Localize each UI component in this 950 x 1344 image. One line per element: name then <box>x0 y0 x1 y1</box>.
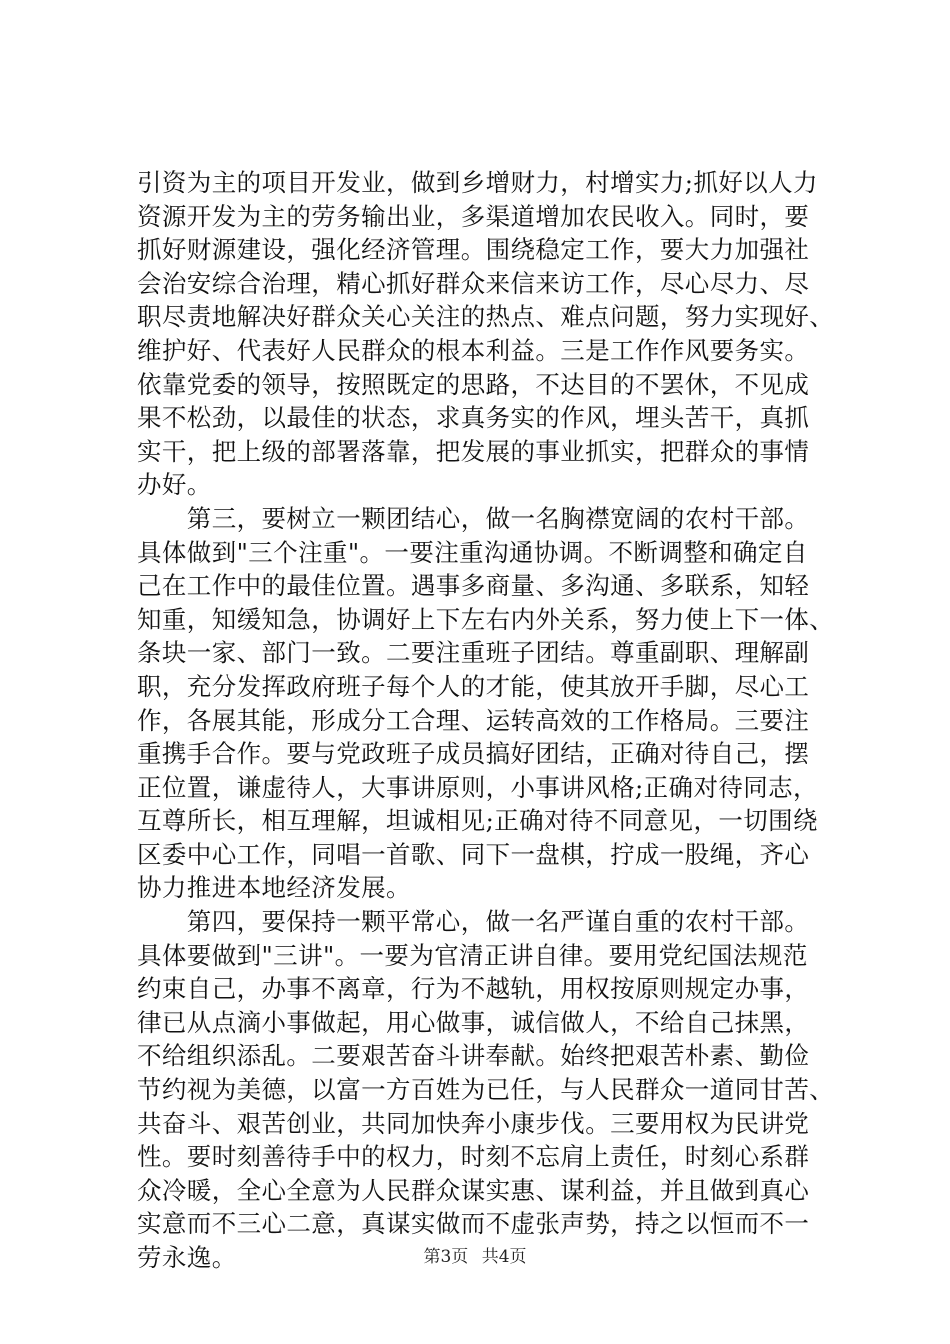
text-line: 知重，知缓知急，协调好上下左右内外关系，努力使上下一体、 <box>137 604 835 634</box>
text-line: 作，各展其能，形成分工合理、运转高效的工作格局。三要注 <box>137 705 810 735</box>
text-line: 实干，把上级的部署落靠，把发展的事业抓实，把群众的事情 <box>137 436 810 466</box>
text-line: 具体要做到"三讲"。一要为官清正讲自律。要用党纪国法规范 <box>137 940 808 970</box>
text-line: 共奋斗、艰苦创业，共同加快奔小康步伐。三要用权为民讲党 <box>137 1108 810 1138</box>
text-line: 正位置，谦虚待人，大事讲原则，小事讲风格;正确对待同志， <box>137 772 818 802</box>
text-line: 第四，要保持一颗平常心，做一名严谨自重的农村干部。 <box>137 907 810 937</box>
text-line: 职，充分发挥政府班子每个人的才能，使其放开手脚，尽心工 <box>137 671 810 701</box>
page-total: 共4页 <box>481 1247 527 1267</box>
text-line: 抓好财源建设，强化经济管理。围绕稳定工作，要大力加强社 <box>137 235 810 265</box>
text-line: 维护好、代表好人民群众的根本利益。三是工作作风要务实。 <box>137 335 810 365</box>
text-line: 劳永逸。 <box>137 1243 237 1272</box>
text-line: 条块一家、部门一致。二要注重班子团结。尊重副职、理解副 <box>137 638 810 668</box>
text-line: 果不松劲，以最佳的状态，求真务实的作风，埋头苦干，真抓 <box>137 403 810 433</box>
text-line: 会治安综合治理，精心抓好群众来信来访工作，尽心尽力、尽 <box>137 268 810 298</box>
text-line: 不给组织添乱。二要艰苦奋斗讲奉献。始终把艰苦朴素、勤俭 <box>137 1041 810 1071</box>
text-line: 资源开发为主的劳务输出业，多渠道增加农民收入。同时，要 <box>137 201 810 231</box>
text-line: 节约视为美德，以富一方百姓为已任，与人民群众一道同甘苦、 <box>137 1075 835 1105</box>
page-footer <box>0 1245 950 1269</box>
text-line: 依靠党委的领导，按照既定的思路，不达目的不罢休，不见成 <box>137 369 810 399</box>
page-number: 第3页 <box>423 1247 469 1267</box>
text-line: 引资为主的项目开发业，做到乡增财力，村增实力;抓好以人力 <box>137 168 818 197</box>
text-line: 具体做到"三个注重"。一要注重沟通协调。不断调整和确定自 <box>137 537 808 567</box>
text-line: 互尊所长，相互理解，坦诚相见;正确对待不同意见，一切围绕 <box>137 806 818 836</box>
text-line: 第三，要树立一颗团结心，做一名胸襟宽阔的农村干部。 <box>137 503 810 533</box>
text-line: 办好。 <box>137 470 212 500</box>
body-text <box>137 166 835 1275</box>
text-line: 协力推进本地经济发展。 <box>137 873 411 903</box>
text-line: 性。要时刻善待手中的权力，时刻不忘肩上责任，时刻心系群 <box>137 1142 810 1172</box>
text-line: 职尽责地解决好群众关心关注的热点、难点问题，努力实现好、 <box>137 302 835 332</box>
text-line: 重携手合作。要与党政班子成员搞好团结，正确对待自己，摆 <box>137 739 810 769</box>
text-line: 律已从点滴小事做起，用心做事，诚信做人，不给自己抹黑， <box>137 1007 810 1037</box>
text-line: 约束自己，办事不离章，行为不越轨，用权按原则规定办事， <box>137 974 810 1004</box>
text-line: 实意而不三心二意，真谋实做而不虚张声势，持之以恒而不一 <box>137 1209 810 1239</box>
text-line: 区委中心工作，同唱一首歌、同下一盘棋，拧成一股绳，齐心 <box>137 839 810 869</box>
text-line: 众冷暖，全心全意为人民群众谋实惠、谋利益，并且做到真心 <box>137 1175 810 1205</box>
text-line: 己在工作中的最佳位置。遇事多商量、多沟通、多联系，知轻 <box>137 571 810 601</box>
